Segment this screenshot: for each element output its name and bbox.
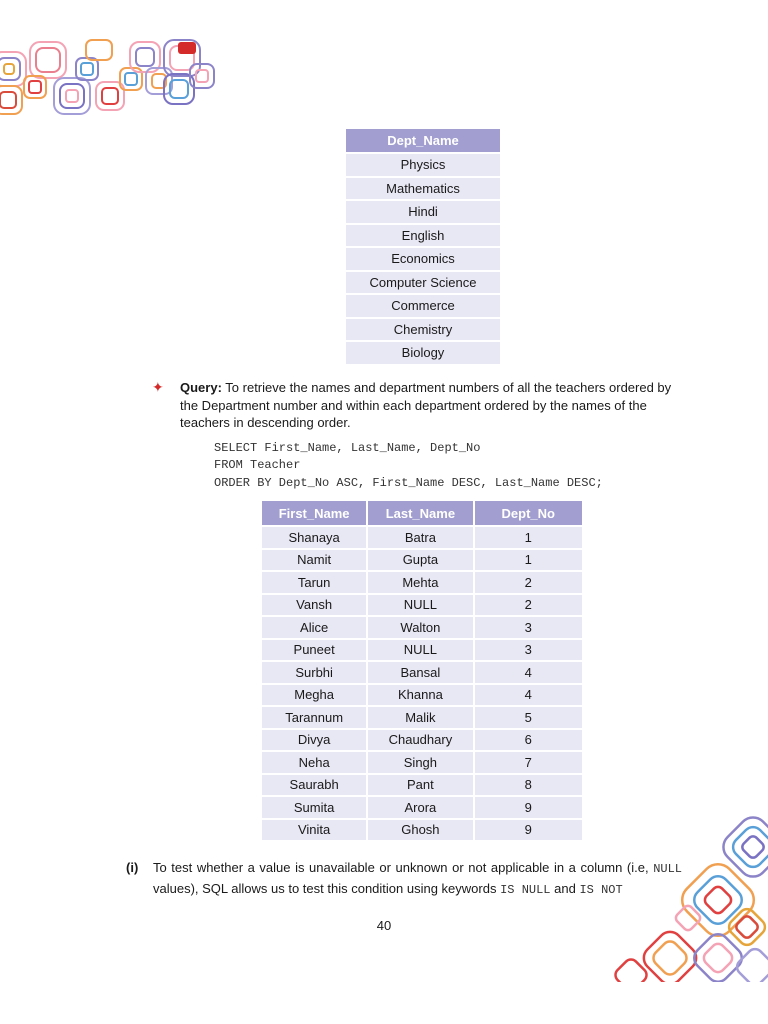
- table-cell: NULL: [368, 640, 472, 661]
- table-cell: Vansh: [262, 595, 366, 616]
- bullet-star-icon: ✦: [152, 379, 164, 395]
- table-cell: Batra: [368, 527, 472, 548]
- table-cell: Surbhi: [262, 662, 366, 683]
- note-code: NULL: [653, 862, 682, 876]
- table-cell: Vinita: [262, 820, 366, 841]
- table-cell: Khanna: [368, 685, 472, 706]
- table-row: [346, 154, 500, 176]
- dept-name-header: Dept_Name: [346, 129, 500, 152]
- table-cell: Megha: [262, 685, 366, 706]
- table-cell: 3: [475, 617, 582, 638]
- table-row: [262, 550, 582, 571]
- table-cell: 1: [475, 527, 582, 548]
- column-header-dept-no: Dept_No: [475, 501, 582, 525]
- table-row: [262, 595, 582, 616]
- query-block: [152, 379, 692, 492]
- table-cell: 5: [475, 707, 582, 728]
- table-cell: 8: [475, 775, 582, 796]
- table-row: [262, 730, 582, 751]
- teacher-result-table: [260, 499, 584, 842]
- query-text: To retrieve the names and department numbers of all the teachers ordered by the Department number and within each department ordered by the names of the teachers in descending order.: [180, 380, 672, 430]
- table-row: [262, 640, 582, 661]
- table-row: [262, 707, 582, 728]
- table-row: [346, 201, 500, 223]
- table-row: [262, 617, 582, 638]
- table-row: [346, 178, 500, 200]
- table-cell: English: [346, 225, 500, 247]
- sql-code: [214, 440, 692, 493]
- table-cell: 2: [475, 595, 582, 616]
- note-paragraph: [126, 858, 682, 900]
- note-number: (i): [126, 860, 139, 875]
- column-header-last-name: Last_Name: [368, 501, 472, 525]
- table-row: [346, 225, 500, 247]
- table-cell: 6: [475, 730, 582, 751]
- table-cell: Bansal: [368, 662, 472, 683]
- table-row: [262, 572, 582, 593]
- table-cell: Arora: [368, 797, 472, 818]
- table-row: [262, 662, 582, 683]
- code-line: ORDER BY Dept_No ASC, First_Name DESC, Last_Name DESC;: [214, 475, 603, 490]
- table-cell: Biology: [346, 342, 500, 364]
- table-cell: NULL: [368, 595, 472, 616]
- table-row: [262, 685, 582, 706]
- query-paragraph: [180, 379, 692, 432]
- table-cell: 7: [475, 752, 582, 773]
- table-cell: Shanaya: [262, 527, 366, 548]
- table-cell: 4: [475, 662, 582, 683]
- table-cell: 4: [475, 685, 582, 706]
- table-row: [262, 820, 582, 841]
- table-cell: Puneet: [262, 640, 366, 661]
- table-cell: Economics: [346, 248, 500, 270]
- table-cell: Ghosh: [368, 820, 472, 841]
- table-cell: Chemistry: [346, 319, 500, 341]
- table-row: [346, 272, 500, 294]
- table-cell: Physics: [346, 154, 500, 176]
- code-line: SELECT First_Name, Last_Name, Dept_No: [214, 440, 481, 455]
- teacher-table-body: [262, 527, 582, 840]
- code-line: FROM Teacher: [214, 458, 301, 472]
- table-cell: 9: [475, 797, 582, 818]
- note-text: and: [554, 881, 576, 896]
- query-label: Query:: [180, 380, 222, 395]
- note-text: To test whether a value is unavailable or unknown or not applicable in a column (i.e,: [153, 860, 649, 875]
- table-cell: Chaudhary: [368, 730, 472, 751]
- top-left-decoration: [0, 38, 220, 118]
- dept-name-table: [344, 127, 502, 366]
- table-cell: Divya: [262, 730, 366, 751]
- table-cell: Pant: [368, 775, 472, 796]
- page-number: 40: [376, 918, 392, 933]
- table-row: [346, 248, 500, 270]
- table-cell: Tarun: [262, 572, 366, 593]
- table-cell: 1: [475, 550, 582, 571]
- table-cell: Sumita: [262, 797, 366, 818]
- table-row: [346, 342, 500, 364]
- table-row: [262, 775, 582, 796]
- table-cell: Singh: [368, 752, 472, 773]
- table-cell: Commerce: [346, 295, 500, 317]
- table-cell: Mathematics: [346, 178, 500, 200]
- table-cell: Alice: [262, 617, 366, 638]
- table-cell: Gupta: [368, 550, 472, 571]
- table-row: [346, 319, 500, 341]
- table-row: [262, 527, 582, 548]
- note-code: IS NOT: [579, 883, 623, 897]
- table-row: [262, 797, 582, 818]
- table-cell: 2: [475, 572, 582, 593]
- table-cell: Neha: [262, 752, 366, 773]
- table-cell: 3: [475, 640, 582, 661]
- table-cell: Mehta: [368, 572, 472, 593]
- table-cell: Malik: [368, 707, 472, 728]
- table-row: [346, 295, 500, 317]
- table-cell: Computer Science: [346, 272, 500, 294]
- table-row: [262, 752, 582, 773]
- note-body: [153, 858, 682, 900]
- table-cell: Namit: [262, 550, 366, 571]
- table-cell: Tarannum: [262, 707, 366, 728]
- table-cell: Walton: [368, 617, 472, 638]
- note-code: IS NULL: [500, 883, 551, 897]
- note-text: values), SQL allows us to test this condition using keywords: [153, 881, 497, 896]
- column-header-first-name: First_Name: [262, 501, 366, 525]
- table-cell: Saurabh: [262, 775, 366, 796]
- table-cell: 9: [475, 820, 582, 841]
- table-cell: Hindi: [346, 201, 500, 223]
